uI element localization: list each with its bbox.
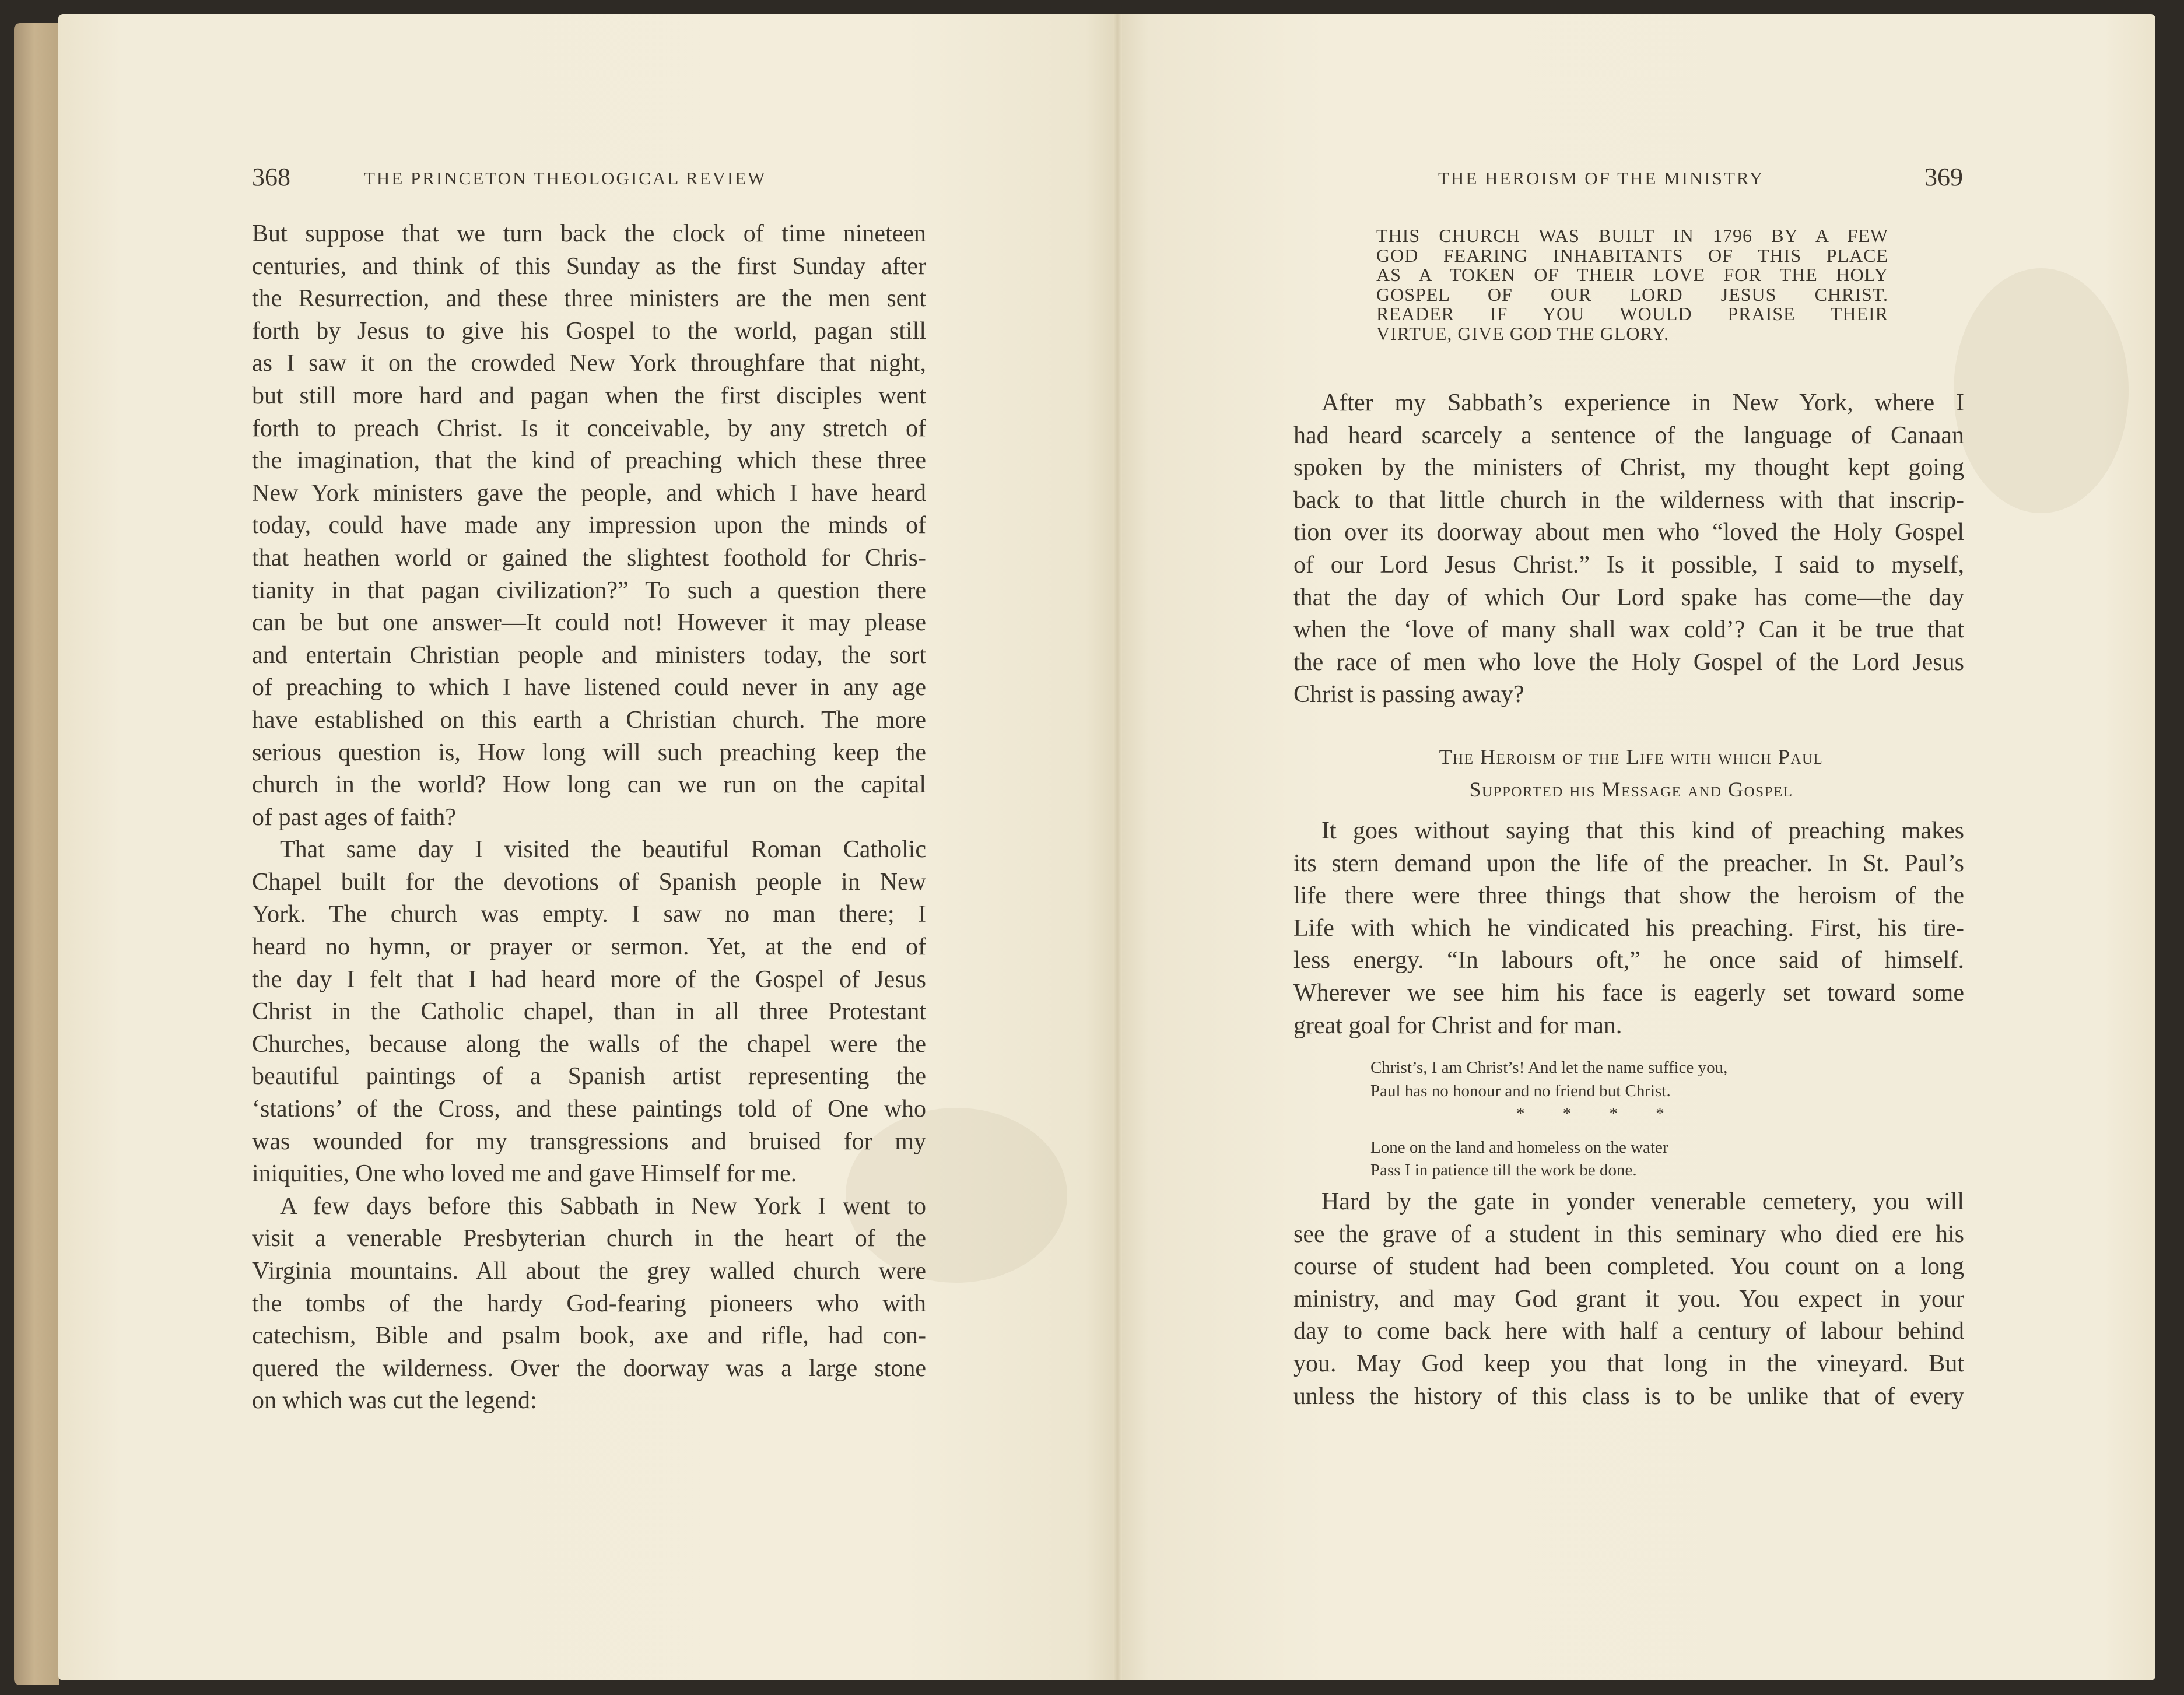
inscription-line: THIS CHURCH WAS BUILT IN 1796 BY A FEW (1376, 225, 1888, 246)
text-line: back to that little church in the wilderness with that inscrip- (1293, 486, 1964, 514)
text-line: centuries, and think of this Sunday as the first Sunday after (252, 252, 926, 280)
text-line: York. The church was empty. I saw no man there; I (252, 901, 926, 928)
poem-line: Lone on the land and homeless on the water (1370, 1138, 1668, 1157)
text-line: when the ‘love of many shall wax cold’? Can it be true that (1293, 616, 1964, 644)
text-line: as I saw it on the crowded New York throughfare that night, (252, 350, 926, 377)
text-line: iniquities, One who loved me and gave Himself for me. (252, 1160, 797, 1188)
text-line: unless the history of this class is to be unlike that of every (1293, 1382, 1964, 1410)
text-line: quered the wilderness. Over the doorway was a large stone (252, 1354, 926, 1382)
heading-line: The Heroism of the Life with which Paul (1439, 745, 1824, 768)
heading-line: Supported his Message and Gospel (1469, 778, 1793, 801)
text-line: After my Sabbath’s experience in New York, where I (1321, 389, 1964, 416)
text-line: Wherever we see him his face is eagerly set toward some (1293, 979, 1964, 1006)
text-line: It goes without saying that this kind of preaching makes (1321, 817, 1964, 844)
text-line: can be but one answer—It could not! However it may please (252, 609, 926, 637)
text-line: A few days before this Sabbath in New York I went to (280, 1192, 926, 1220)
inscription-line: VIRTUE, GIVE GOD THE GLORY. (1376, 322, 1670, 344)
text-line: Christ in the Catholic chapel, than in all three Protestant (252, 998, 926, 1026)
text-line: that the day of which Our Lord spake has come—the day (1293, 584, 1964, 611)
text-line: spoken by the ministers of Christ, my thought kept going (1293, 454, 1964, 482)
text-line: on which was cut the legend: (252, 1387, 537, 1415)
text-line: Churches, because along the walls of the chapel were the (252, 1030, 926, 1058)
poem-line: Pass I in patience till the work be done. (1370, 1161, 1637, 1180)
right-page-number: 369 (1924, 163, 1963, 191)
text-line: forth by Jesus to give his Gospel to the world, pagan still (252, 317, 926, 345)
text-line: catechism, Bible and psalm book, axe and rifle, had con- (252, 1322, 926, 1350)
text-line: today, could have made any impression upon the minds of (252, 512, 926, 539)
text-line: its stern demand upon the life of the preacher. In St. Paul’s (1293, 850, 1964, 877)
text-line: ministry, and may God grant it you. You expect in your (1293, 1285, 1964, 1313)
paper-stain (1954, 268, 2129, 513)
text-line: of past ages of faith? (252, 803, 456, 831)
poem-line: Paul has no honour and no friend but Christ. (1370, 1081, 1671, 1100)
left-running-head: THE PRINCETON THEOLOGICAL REVIEW (364, 168, 767, 188)
text-line: Virginia mountains. All about the grey walled church were (252, 1258, 926, 1285)
text-line: New York ministers gave the people, and which I have heard (252, 479, 926, 507)
text-line: see the grave of a student in this seminary who died ere his (1293, 1220, 1964, 1248)
book-gutter (1113, 14, 1122, 1680)
inscription-line: READER IF YOU WOULD PRAISE THEIR (1376, 303, 1888, 324)
text-line: have established on this earth a Christian church. The more (252, 706, 926, 734)
right-paragraph-3 (1293, 1186, 1964, 1413)
church-inscription (1376, 226, 1888, 343)
text-line: Hard by the gate in yonder venerable cemetery, you will (1321, 1188, 1964, 1215)
text-line: the race of men who love the Holy Gospel of the Lord Jesus (1293, 648, 1964, 676)
text-line: heard no hymn, or prayer or sermon. Yet, at the end of (252, 934, 926, 961)
left-page-number: 368 (252, 163, 290, 191)
poem-line: Christ’s, I am Christ’s! And let the name suffice you, (1370, 1058, 1728, 1077)
text-line: serious question is, How long will such preaching keep the (252, 739, 926, 766)
right-paragraph-1 (1293, 387, 1964, 711)
text-line: but still more hard and pagan when the first disciples went (252, 382, 926, 409)
inscription-line: GOD FEARING INHABITANTS OF THIS PLACE (1376, 244, 1888, 266)
book-binding-edge (14, 23, 59, 1685)
text-line: the Resurrection, and these three ministers are the men sent (252, 285, 926, 313)
text-line: and entertain Christian people and ministers today, the sort (252, 641, 926, 669)
text-line: ‘stations’ of the Cross, and these paintings told of One who (252, 1096, 926, 1123)
section-heading (1293, 741, 1969, 806)
text-line: the tombs of the hardy God-fearing pioneers who with (252, 1290, 926, 1317)
text-line: That same day I visited the beautiful Roman Catholic (280, 836, 926, 864)
text-line: Christ is passing away? (1293, 681, 1524, 708)
text-line: course of student had been completed. You count on a long (1293, 1253, 1964, 1280)
text-line: day to come back here with half a century of labour behind (1293, 1318, 1964, 1345)
text-line: great goal for Christ and for man. (1293, 1012, 1622, 1039)
text-line: Life with which he vindicated his preaching. First, his tire- (1293, 914, 1964, 942)
text-line: tianity in that pagan civilization?” To such a question there (252, 577, 926, 604)
inscription-line: GOSPEL OF OUR LORD JESUS CHRIST. (1376, 283, 1888, 305)
text-line: less energy. “In labours oft,” he once said of himself. (1293, 947, 1964, 974)
text-line: had heard scarcely a sentence of the language of Canaan (1293, 422, 1964, 449)
left-page-body (252, 218, 926, 1417)
text-line: the day I felt that I had heard more of the Gospel of Jesus (252, 966, 926, 993)
text-line: forth to preach Christ. Is it conceivable, by any stretch of (252, 415, 926, 442)
poem-stars: * * * * (1516, 1104, 1664, 1123)
text-line: tion over its doorway about men who “loved the Holy Gospel (1293, 519, 1964, 546)
text-line: the imagination, that the kind of preaching which these three (252, 447, 926, 475)
text-line: But suppose that we turn back the clock of time nineteen (252, 220, 926, 247)
text-line: Chapel built for the devotions of Spanish people in New (252, 868, 926, 896)
text-line: life there were three things that show the heroism of the (1293, 882, 1964, 910)
text-line: of preaching to which I have listened could never in any age (252, 674, 926, 701)
right-running-head: THE HEROISM OF THE MINISTRY (1438, 168, 1765, 188)
text-line: beautiful paintings of a Spanish artist representing the (252, 1063, 926, 1090)
text-line: was wounded for my transgressions and bruised for my (252, 1128, 926, 1155)
text-line: of our Lord Jesus Christ.” Is it possible, I said to myself, (1293, 551, 1964, 578)
text-line: that heathen world or gained the slightest foothold for Chris- (252, 544, 926, 571)
text-line: you. May God keep you that long in the vineyard. But (1293, 1350, 1964, 1377)
inscription-line: AS A TOKEN OF THEIR LOVE FOR THE HOLY (1376, 264, 1888, 285)
poem-quotation (1370, 1057, 1727, 1182)
right-paragraph-2 (1293, 815, 1964, 1042)
text-line: church in the world? How long can we run on the capital (252, 771, 926, 799)
text-line: visit a venerable Presbyterian church in the heart of the (252, 1225, 926, 1252)
